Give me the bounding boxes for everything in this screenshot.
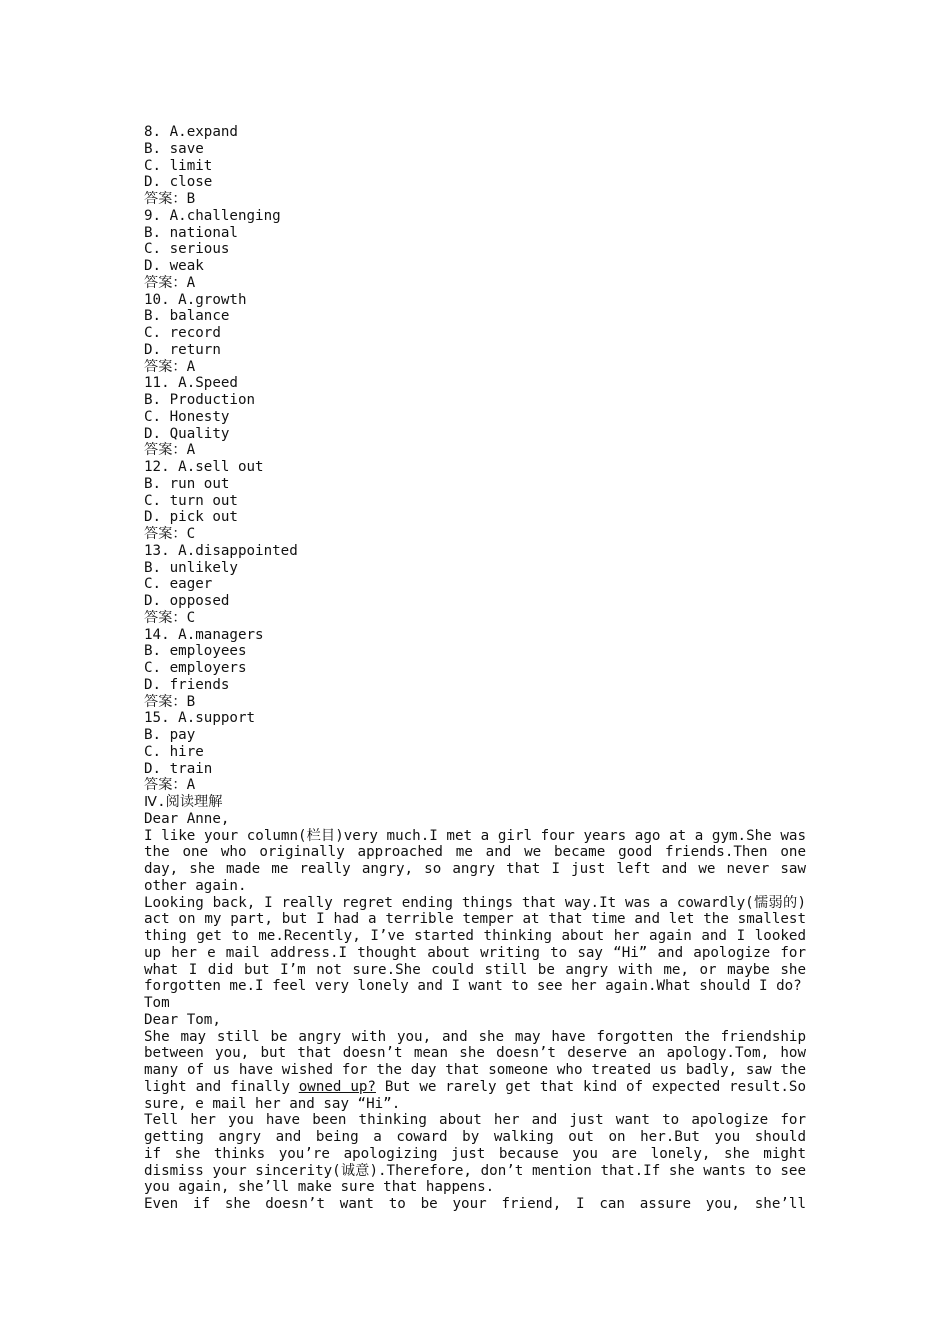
option: B. save: [144, 140, 204, 157]
question-stem: 8. A.expand: [144, 124, 238, 140]
option: B. national: [144, 224, 238, 241]
text-line: Looking back, I really regret ending things that way.It was a cowardly(懦弱的): [144, 894, 806, 911]
letter-paragraph: [144, 895, 806, 996]
option: C. Honesty: [144, 408, 230, 425]
text-line: [144, 1079, 806, 1096]
text-line: act on my part, but I had a terrible temper at that time and let the smallest: [144, 911, 806, 928]
option: D. train: [144, 760, 213, 777]
answer: 答案：A: [144, 442, 196, 459]
question-stem: 13. A.disappointed: [144, 542, 298, 559]
text-line: Tell her you have been thinking about her and just want to apologize for: [144, 1112, 806, 1129]
text-line: forgotten me.I feel very lonely and I want to see her again.What should I do?: [144, 978, 802, 995]
text-line: I like your column(栏目)very much.I met a girl four years ago at a gym.She was: [144, 827, 806, 844]
letter-signature: Tom: [144, 995, 170, 1011]
question-stem: 12. A.sell out: [144, 459, 264, 475]
text-line: if she thinks you’re apologizing just because you are lonely, she might: [144, 1145, 806, 1162]
document-page: [144, 124, 806, 1213]
text-line: the one who originally approached me and we became good friends.Then one: [144, 844, 806, 861]
letter-paragraph: [144, 1112, 806, 1196]
option: C. employers: [144, 660, 247, 676]
option: D. Quality: [144, 425, 230, 442]
option: D. close: [144, 174, 213, 191]
text-segment: light and finally: [144, 1078, 299, 1095]
question-stem: 14. A.managers: [144, 626, 264, 643]
question-stem: 10. A.growth: [144, 291, 247, 308]
answer: 答案：B: [144, 191, 196, 207]
option: B. Production: [144, 392, 256, 408]
text-line: thing get to me.Recently, I’ve started thinking about her again and I looked: [144, 928, 806, 944]
text-line: you again, she’ll make sure that happens.: [144, 1179, 495, 1196]
answer: 答案：A: [144, 777, 196, 794]
question-stem: 11. A.Speed: [144, 375, 238, 392]
text-line: between you, but that doesn’t mean she doesn’t deserve an apology.Tom, how: [144, 1045, 806, 1062]
section-title: Ⅳ.阅读理解: [144, 794, 223, 810]
option: B. balance: [144, 308, 230, 325]
option: C. turn out: [144, 492, 238, 509]
option: B. pay: [144, 727, 196, 743]
option: C. eager: [144, 576, 213, 593]
option: D. friends: [144, 676, 230, 693]
option: C. hire: [144, 743, 204, 760]
option: D. pick out: [144, 509, 238, 526]
letter-paragraph: [144, 1029, 806, 1113]
text-line: other again.: [144, 877, 247, 894]
option: C. limit: [144, 157, 213, 174]
text-segment: But we rarely get that kind of expected result.So: [375, 1078, 806, 1095]
option: B. run out: [144, 475, 230, 492]
answer: 答案：A: [144, 358, 196, 375]
option: D. return: [144, 341, 221, 358]
option: B. unlikely: [144, 559, 238, 576]
letter-paragraph: [144, 1196, 806, 1213]
question-stem: 9. A.challenging: [144, 207, 281, 224]
text-line: Even if she doesn’t want to be your friend, I can assure you, she’ll: [144, 1196, 806, 1212]
option: C. record: [144, 325, 221, 341]
option: C. serious: [144, 241, 230, 258]
letter-paragraph: [144, 828, 806, 895]
text-line: sure, e mail her and say “Hi”.: [144, 1095, 401, 1112]
text-line: what I did but I’m not sure.She could still be angry with me, or maybe she: [144, 961, 806, 978]
letter-greeting: Dear Tom,: [144, 1011, 221, 1028]
text-line: getting angry and being a coward by walking out on her.But you should: [144, 1129, 806, 1145]
option: B. employees: [144, 643, 247, 660]
text-line: many of us have wished for the day that someone who treated us badly, saw the: [144, 1062, 806, 1078]
answer: 答案：C: [144, 526, 196, 542]
text-line: She may still be angry with you, and she may have forgotten the friendship: [144, 1028, 806, 1045]
text-line: day, she made me really angry, so angry that I just left and we never saw: [144, 861, 806, 877]
underlined-phrase: owned up?: [298, 1078, 376, 1095]
text-line: up her e mail address.I thought about writing to say “Hi” and apologize for: [144, 944, 806, 961]
text-line: dismiss your sincerity(诚意).Therefore, don’t mention that.If she wants to see: [144, 1162, 806, 1179]
letter-greeting: Dear Anne,: [144, 810, 230, 827]
option: D. weak: [144, 258, 204, 274]
answer: 答案：C: [144, 609, 196, 626]
question-stem: 15. A.support: [144, 710, 256, 727]
option: D. opposed: [144, 593, 230, 609]
answer: 答案：B: [144, 693, 196, 710]
answer: 答案：A: [144, 274, 196, 291]
